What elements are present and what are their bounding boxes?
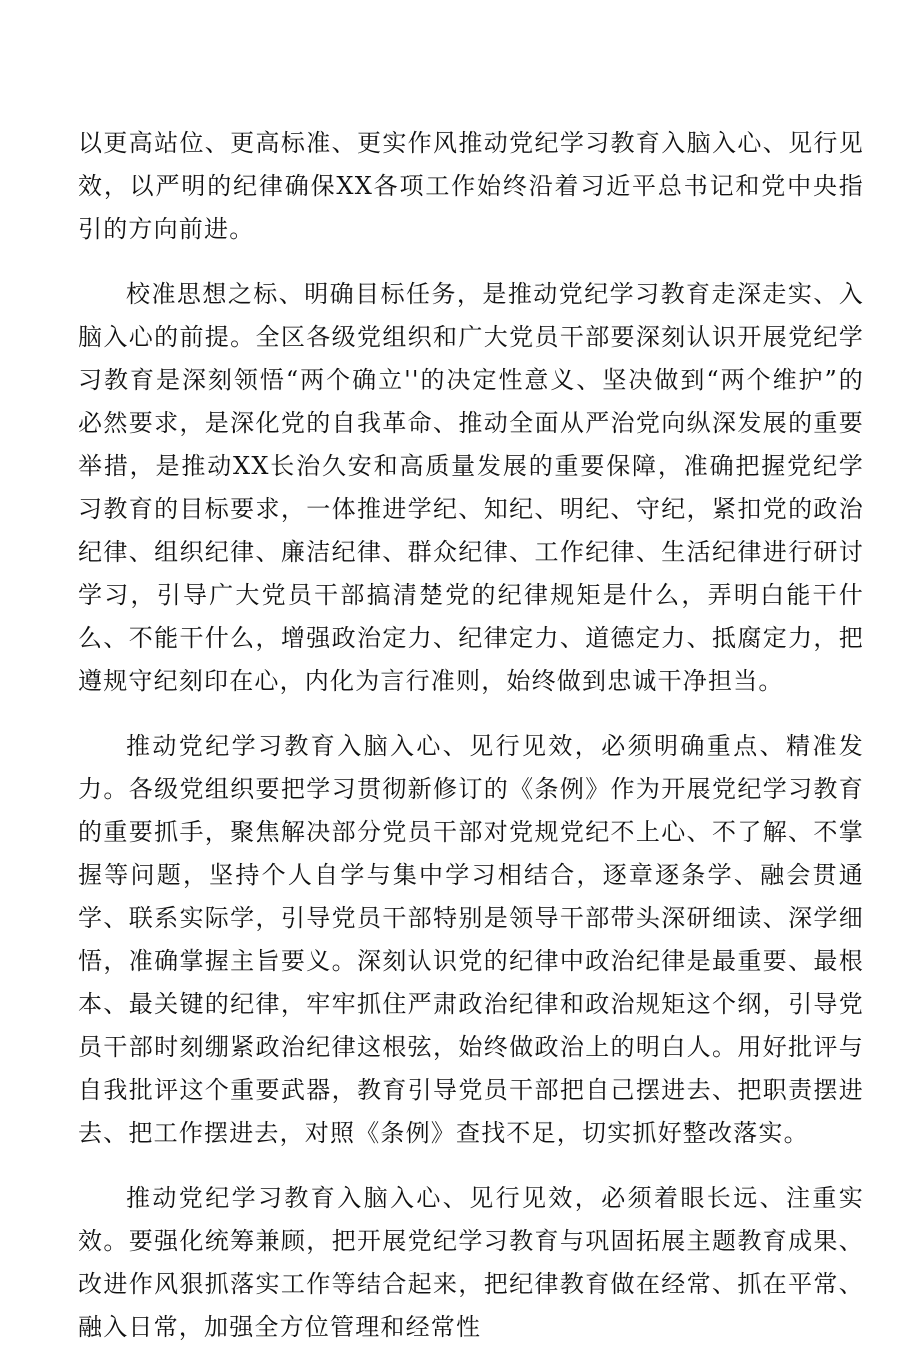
paragraph-3: 推动党纪学习教育入脑入心、见行见效，必须明确重点、精准发力。各级党组织要把学习贯彻新修订的《条例》作为开展党纪学习教育的重要抓手，聚焦解决部分党员干部对党规党纪不上心、不了解、不掌握等问题，坚持个人自学与集中学习相结合，逐章逐条学、融会贯通学、联系实际学，引导党员干部特别是领导干部带头深研细读、深学细悟，准确掌握主旨要义。深刻认识党的纪律中政治纪律是最重要、最根本、最关键的纪律，牢牢抓住严肃政治纪律和政治规矩这个纲，引导党员干部时刻绷紧政治纪律这根弦，始终做政治上的明白人。用好批评与自我批评这个重要武器，教育引导党员干部把自己摆进去、把职责摆进去、把工作摆进去，对照《条例》查找不足，切实抓好整改落实。 — [78, 732, 864, 1147]
paragraph-2: 校准思想之标、明确目标任务，是推动党纪学习教育走深走实、入脑入心的前提。全区各级党组织和广大党员干部要深刻认识开展党纪学习教育是深刻领悟“两个确立''的决定性意义、坚决做到“两个维护”的必然要求，是深化党的自我革命、推动全面从严治党向纵深发展的重要举措，是推动XX长治久安和高质量发展的重要保障，准确把握党纪学习教育的目标要求，一体推进学纪、知纪、明纪、守纪，紧扣党的政治纪律、组织纪律、廉洁纪律、群众纪律、工作纪律、生活纪律进行研讨学习，引导广大党员干部搞清楚党的纪律规矩是什么，弄明白能干什么、不能干什么，增强政治定力、纪律定力、道德定力、抵腐定力，把遵规守纪刻印在心，内化为言行准则，始终做到忠诚干净担当。 — [78, 280, 864, 695]
document-body — [78, 122, 864, 1349]
paragraph-4: 推动党纪学习教育入脑入心、见行见效，必须着眼长远、注重实效。要强化统筹兼顾，把开展党纪学习教育与巩固拓展主题教育成果、改进作风狠抓落实工作等结合起来，把纪律教育做在经常、抓在平常、融入日常，加强全方位管理和经常性 — [78, 1184, 864, 1341]
paragraph-1: 以更高站位、更高标准、更实作风推动党纪学习教育入脑入心、见行见效，以严明的纪律确保XX各项工作始终沿着习近平总书记和党中央指引的方向前进。 — [78, 129, 864, 243]
